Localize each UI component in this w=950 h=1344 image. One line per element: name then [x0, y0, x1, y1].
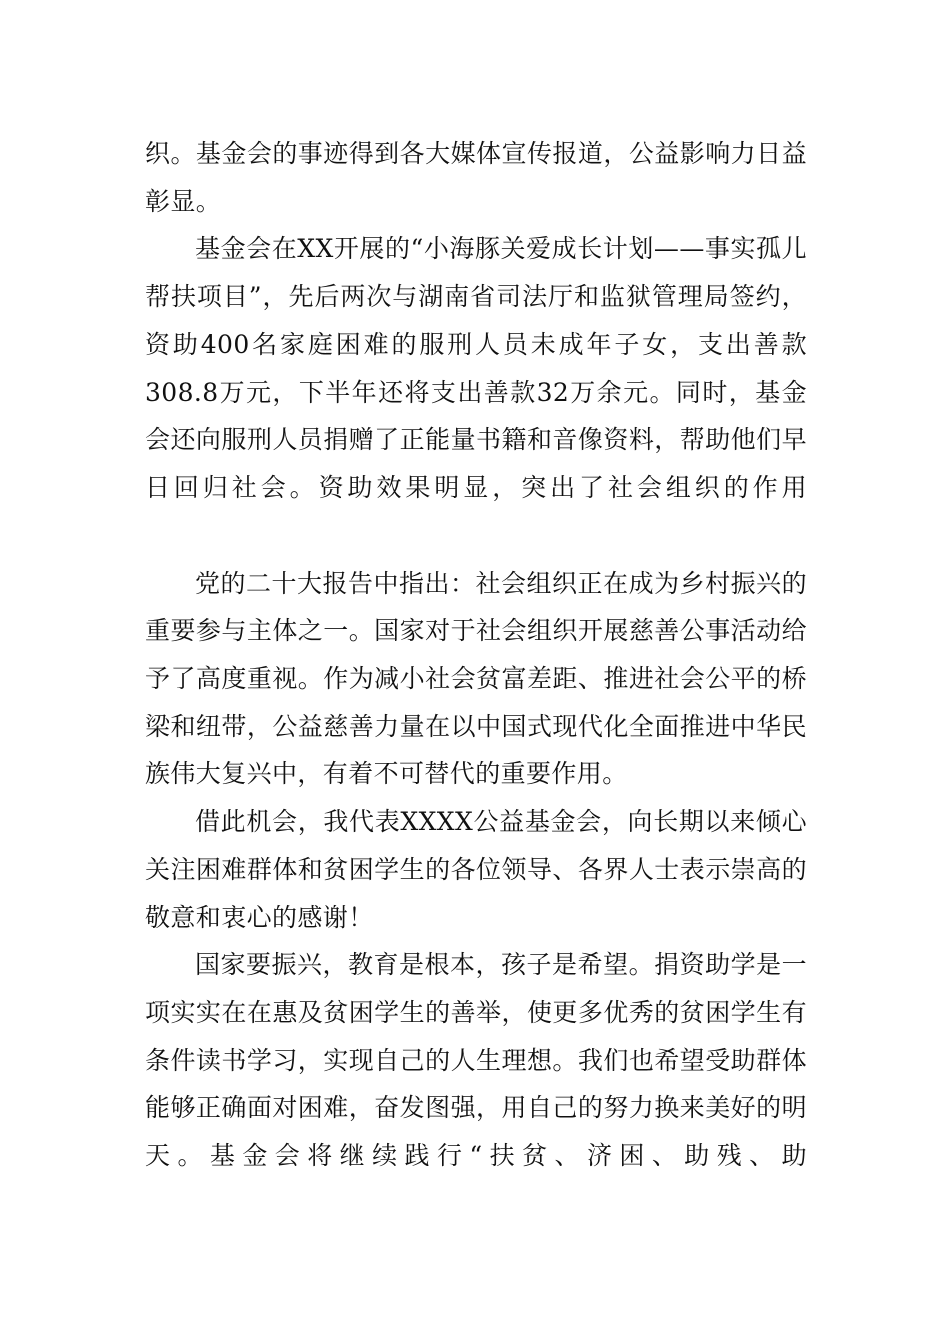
paragraph-continuation: 织。基金会的事迹得到各大媒体宣传报道，公益影响力日益彰显。	[145, 139, 807, 216]
document-body	[145, 130, 807, 1180]
paragraph-dolphin-project: 基金会在XX开展的“小海豚关爱成长计划——事实孤儿帮扶项目”，先后两次与湖南省司法厅和监狱管理局签约，资助400名家庭困难的服刑人员未成年子女，支出善款308.8万元，下半年还将支出善款32万余元。同时，基金会还向服刑人员捐赠了正能量书籍和音像资料，帮助他们早日回归社会。资助效果明显，突出了社会组织的作用	[145, 234, 807, 502]
paragraph-education: 国家要振兴，教育是根本，孩子是希望。捐资助学是一项实实在在惠及贫困学生的善举，使更多优秀的贫困学生有条件读书学习，实现自己的人生理想。我们也希望受助群体能够正确面对困难，奋发图强，用自己的努力换来美好的明天。基金会将继续践行“扶贫、济困、助残、助	[145, 950, 807, 1171]
paragraph-gap	[145, 512, 807, 560]
paragraph-party-report: 党的二十大报告中指出：社会组织正在成为乡村振兴的重要参与主体之一。国家对于社会组织开展慈善公事活动给予了高度重视。作为减小社会贫富差距、推进社会公平的桥梁和纽带，公益慈善力量在以中国式现代化全面推进中华民族伟大复兴中，有着不可替代的重要作用。	[145, 568, 807, 789]
paragraph-thanks: 借此机会，我代表XXXX公益基金会，向长期以来倾心关注困难群体和贫困学生的各位领导、各界人士表示崇高的敬意和衷心的感谢！	[145, 807, 807, 932]
